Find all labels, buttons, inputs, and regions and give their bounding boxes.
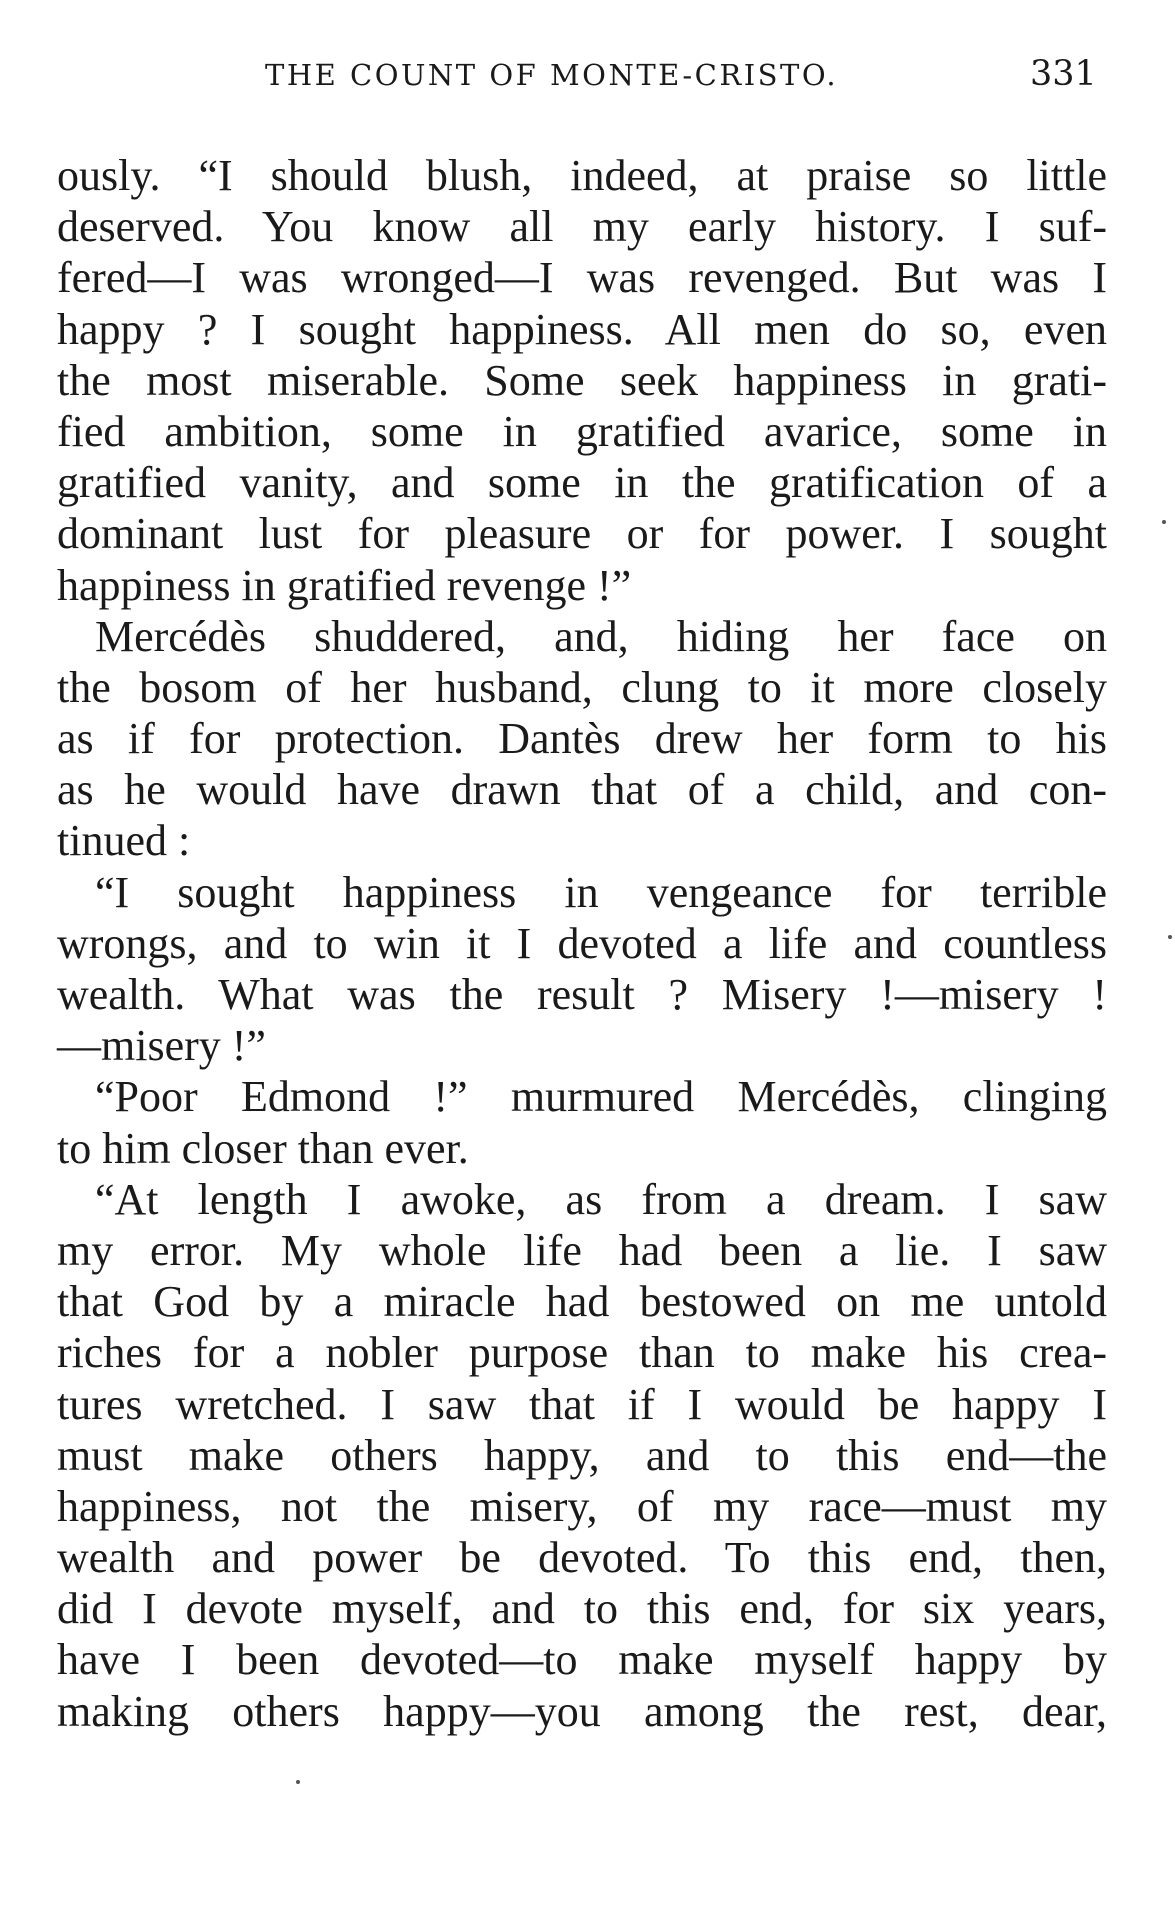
text-line: did I devote myself, and to this end, for six years, (57, 1584, 1107, 1634)
text-line: happiness in gratified revenge !” (57, 560, 632, 610)
text-line: “I sought happiness in vengeance for terrible (95, 867, 1107, 917)
text-line: happiness, not the misery, of my race—must my (57, 1481, 1107, 1531)
text-line: have I been devoted—to make myself happy by (57, 1635, 1107, 1685)
text-line: happy ? I sought happiness. All men do so, even (57, 304, 1107, 354)
text-line: as if for protection. Dantès drew her form to his (57, 714, 1107, 764)
text-line: wealth. What was the result ? Misery !—misery ! (57, 970, 1107, 1019)
text-line: ously. “I should blush, indeed, at praise so little (57, 151, 1107, 200)
text-line: the most miserable. Some seek happiness in grati- (57, 355, 1107, 405)
text-line: fered—I was wronged—I was revenged. But was I (57, 253, 1107, 303)
text-line: tinued : (57, 816, 191, 866)
body-text (57, 150, 1107, 1737)
text-line: “At length I awoke, as from a dream. I saw (95, 1174, 1107, 1224)
text-line: must make others happy, and to this end—the (57, 1430, 1107, 1480)
text-line: as he would have drawn that of a child, and con- (57, 765, 1107, 815)
running-head (0, 54, 1175, 98)
running-title: THE COUNT OF MONTE-CRISTO. (265, 58, 839, 92)
text-line: fied ambition, some in gratified avarice, some in (57, 406, 1107, 456)
page-number: 331 (1030, 54, 1097, 94)
text-line: the bosom of her husband, clung to it more closely (57, 662, 1107, 712)
text-line: that God by a miracle had bestowed on me untold (57, 1277, 1107, 1327)
text-line: making others happy—you among the rest, dear, (57, 1686, 1107, 1736)
ink-speck (1168, 935, 1172, 939)
text-line: wealth and power be devoted. To this end, then, (57, 1533, 1107, 1583)
text-line: tures wretched. I saw that if I would be happy I (57, 1379, 1107, 1429)
text-line: deserved. You know all my early history. I suf- (57, 202, 1107, 252)
text-line: dominant lust for pleasure or for power. I sought (57, 509, 1107, 559)
text-line: to him closer than ever. (57, 1123, 469, 1173)
text-line: —misery !” (57, 1021, 266, 1071)
text-line: wrongs, and to win it I devoted a life and countless (57, 918, 1107, 968)
text-line: gratified vanity, and some in the gratification of a (57, 458, 1107, 508)
text-line: Mercédès shuddered, and, hiding her face on (95, 611, 1107, 661)
ink-speck (1162, 520, 1166, 524)
ink-speck (296, 1780, 300, 1784)
text-line: “Poor Edmond !” murmured Mercédès, clinging (95, 1072, 1107, 1122)
text-line: my error. My whole life had been a lie. I saw (57, 1225, 1107, 1275)
text-line: riches for a nobler purpose than to make his crea- (57, 1328, 1107, 1378)
